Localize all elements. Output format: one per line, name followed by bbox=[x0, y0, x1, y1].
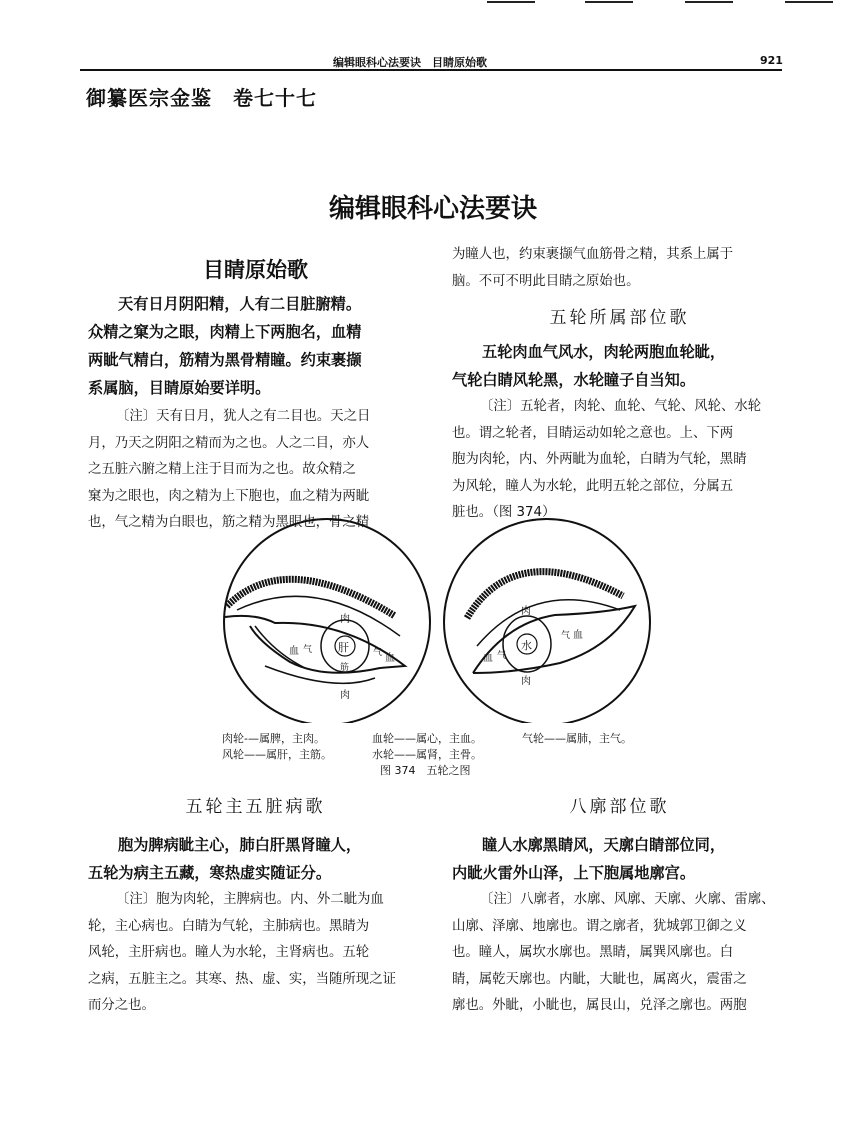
legend-item: 气轮——属肺，主气。 bbox=[522, 732, 632, 745]
note-line: 轮，主心病也。白睛为气轮，主肺病也。黑睛为 bbox=[88, 918, 370, 934]
legend-item: 风轮——属肝，主筋。 bbox=[222, 748, 332, 761]
label-xue: 血 bbox=[483, 653, 493, 664]
verse-line: 众精之窠为之眼，肉精上下两胞名，血精 bbox=[88, 323, 362, 341]
note-line: 也，气之精为白眼也，筋之精为黑眼也，骨之精 bbox=[88, 515, 370, 530]
section-heading: 八廓部位歌 bbox=[569, 797, 670, 817]
note-line: 月，乃天之阴阳之精而为之也。人之二目，亦人 bbox=[88, 435, 370, 451]
note-line: 山廓、泽廓、地廓也。谓之廓者，犹城郭卫御之义 bbox=[452, 918, 747, 934]
legend-item: 血轮——属心，主血。 bbox=[372, 732, 482, 745]
verse-line: 气轮白睛风轮黑，水轮瞳子自当知。 bbox=[452, 371, 695, 389]
label-rou: 肉 bbox=[521, 606, 531, 617]
verse-line: 天有日月阴阳精，人有二目脏腑精。 bbox=[118, 295, 361, 313]
note-line: 脏也。（图 374） bbox=[452, 505, 556, 520]
verse-line: 五轮肉血气风水，肉轮两胞血轮眦， bbox=[482, 343, 725, 361]
book-title: 御纂医宗金鉴 卷七十七 bbox=[86, 86, 317, 110]
note-line: 为风轮，瞳人为水轮，此明五轮之部位，分属五 bbox=[452, 478, 734, 494]
label-jin: 筋 bbox=[340, 663, 350, 673]
note-line: 也。谓之轮者，目睛运动如轮之意也。上、下两 bbox=[452, 425, 734, 441]
label-rou: 肉 bbox=[521, 676, 531, 687]
verse-line: 瞳人水廓黑睛风，天廓白睛部位同， bbox=[482, 836, 725, 854]
label-qi: 气 bbox=[373, 648, 383, 658]
note-line: 窠为之眼也，肉之精为上下胞也，血之精为两眦 bbox=[88, 488, 370, 504]
five-wheels-figure bbox=[215, 518, 655, 723]
left-eye-diagram bbox=[224, 519, 430, 723]
label-gan: 肝 bbox=[338, 641, 349, 654]
section-bakuo bbox=[452, 792, 787, 1020]
chapter-title: 编辑眼科心法要诀 bbox=[328, 194, 537, 224]
scan-mark bbox=[585, 1, 633, 3]
scan-mark bbox=[785, 1, 833, 3]
header-rule bbox=[80, 69, 782, 71]
note-line: 〔注〕五轮者，肉轮、血轮、气轮、风轮、水轮 bbox=[480, 399, 762, 414]
page-number: 921 bbox=[760, 54, 783, 67]
label-shui: 水 bbox=[521, 639, 532, 652]
scan-mark bbox=[685, 1, 733, 3]
note-line: 脑。不可不明此目睛之原始也。 bbox=[452, 273, 640, 289]
legend-item: 水轮——属肾，主骨。 bbox=[372, 748, 482, 761]
label-qi: 气 bbox=[561, 631, 571, 641]
note-line: 〔注〕天有日月，犹人之有二目也。天之日 bbox=[116, 409, 371, 424]
verse-line: 系属脑，目睛原始要详明。 bbox=[88, 379, 271, 397]
verse-line: 五轮为病主五藏，寒热虚实随证分。 bbox=[88, 864, 331, 882]
note-line: 睛，属乾天廓也。内眦，大眦也，属离火，震雷之 bbox=[452, 971, 747, 987]
note-line: 也。瞳人，属坎水廓也。黑睛，属巽风廓也。白 bbox=[452, 945, 734, 960]
section-heading: 五轮所属部位歌 bbox=[549, 308, 690, 328]
legend-item: 肉轮-—属脾，主肉。 bbox=[222, 732, 325, 745]
label-qi: 气 bbox=[497, 651, 507, 661]
label-qi: 气 bbox=[303, 645, 313, 655]
note-line: 之五脏六腑之精上注于目而为之也。故众精之 bbox=[88, 462, 356, 477]
scan-mark bbox=[487, 1, 535, 3]
label-xue: 血 bbox=[385, 653, 395, 664]
section-mujing bbox=[88, 254, 423, 537]
section-wulun-buwei bbox=[452, 242, 787, 527]
note-line: 风轮，主肝病也。瞳人为水轮，主肾病也。五轮 bbox=[88, 945, 370, 960]
note-line: 而分之也。 bbox=[88, 998, 155, 1013]
note-line: 〔注〕八廓者，水廓、风廓、天廓、火廓、雷廓、 bbox=[480, 892, 775, 907]
verse-line: 内眦火雷外山泽，上下胞属地廓宫。 bbox=[452, 864, 695, 882]
section-wulun-wuzang bbox=[88, 792, 423, 1020]
section-heading: 目睛原始歌 bbox=[203, 258, 308, 282]
note-line: 之病，五脏主之。其寒、热、虚、实，当随所现之证 bbox=[88, 971, 396, 987]
label-xue: 血 bbox=[289, 646, 299, 657]
figure-caption: 图 374 五轮之图 bbox=[380, 764, 471, 777]
right-eye-diagram bbox=[444, 519, 650, 723]
verse-line: 两眦气精白，筋精为黑骨精瞳。约束裹撷 bbox=[88, 351, 362, 369]
verse-line: 胞为脾病眦主心，肺白肝黑肾瞳人， bbox=[118, 836, 361, 854]
label-xue: 血 bbox=[573, 630, 583, 641]
note-line: 为瞳人也，约束裹撷气血筋骨之精，其系上属于 bbox=[452, 247, 734, 262]
label-rou: 肉 bbox=[340, 690, 350, 701]
note-line: 〔注〕胞为肉轮，主脾病也。内、外二眦为血 bbox=[116, 892, 384, 907]
label-rou: 肉 bbox=[340, 614, 350, 625]
running-header: 编辑眼科心法要诀 目睛原始歌 bbox=[333, 56, 487, 69]
note-line: 廓也。外眦，小眦也，属艮山，兑泽之廓也。两胞 bbox=[452, 998, 747, 1013]
note-line: 胞为肉轮，内、外两眦为血轮，白睛为气轮，黑睛 bbox=[452, 452, 747, 467]
section-heading: 五轮主五脏病歌 bbox=[185, 797, 326, 817]
